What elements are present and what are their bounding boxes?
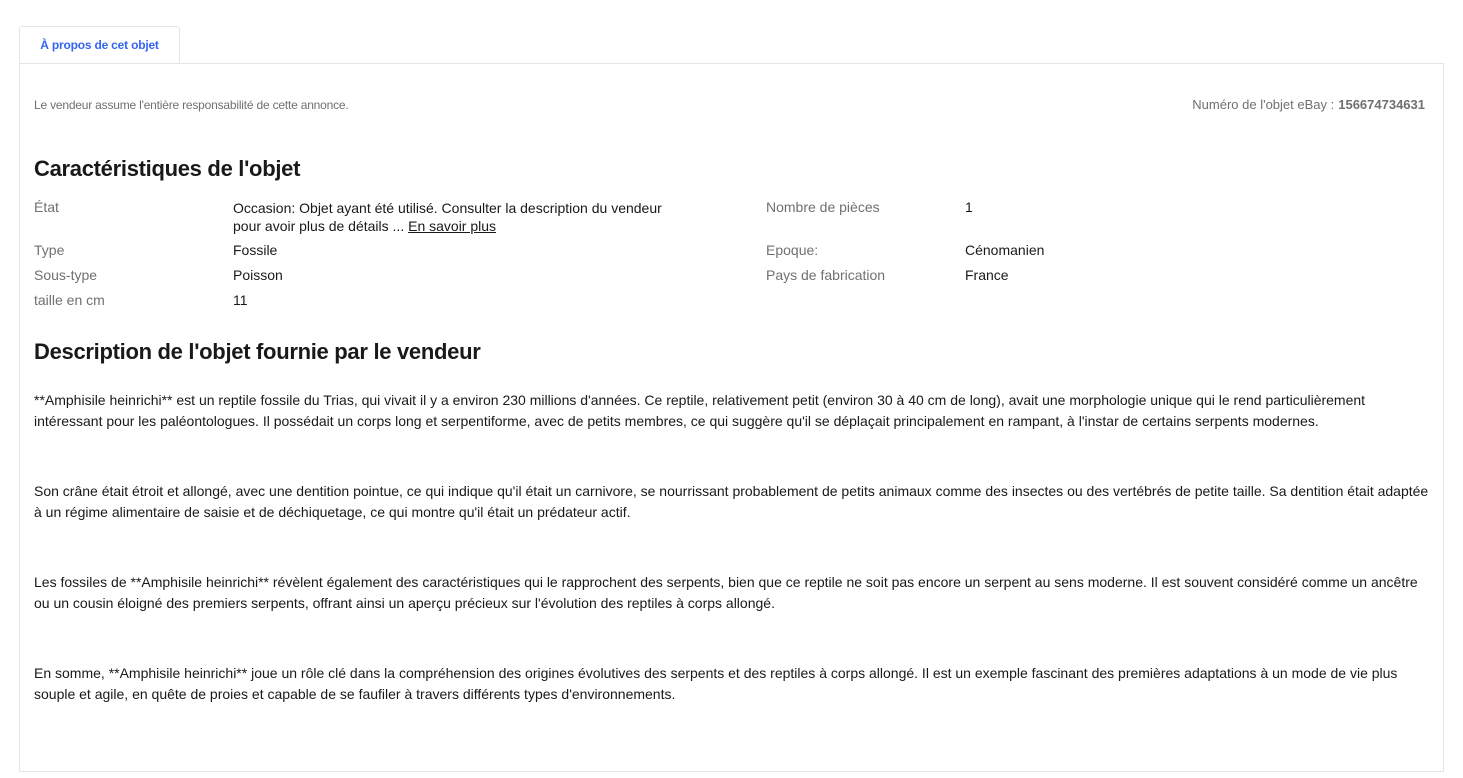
spec-value-type: Fossile — [233, 242, 278, 258]
item-number-label: Numéro de l'objet eBay : — [1192, 97, 1335, 112]
seller-description-title: Description de l'objet fournie par le vendeur — [34, 339, 481, 364]
spec-label-size: taille en cm — [34, 292, 105, 308]
spec-label-epoch: Epoque: — [766, 242, 819, 258]
spec-value-condition — [233, 199, 693, 235]
spec-label-condition: État — [34, 199, 59, 215]
spec-value-pieces: 1 — [965, 199, 973, 215]
item-specifics-title: Caractéristiques de l'objet — [34, 156, 301, 181]
spec-value-subtype: Poisson — [233, 267, 283, 283]
about-item-panel — [19, 63, 1444, 772]
tab-about-item[interactable]: À propos de cet objet — [19, 26, 180, 63]
seller-description — [34, 390, 1429, 754]
condition-text: Occasion: Objet ayant été utilisé. Consulter la description du vendeur pour avoir plus de détails ... — [233, 200, 662, 234]
spec-value-country: France — [965, 267, 1009, 283]
description-paragraph: Les fossiles de **Amphisile heinrichi** révèlent également des caractéristiques qui le rapprochent des serpents, bien que ce reptile ne soit pas encore un serpent au sens moderne. Il est souvent considéré comme un ancêtre ou un cousin éloigné des premiers serpents, offrant ainsi un aperçu précieux sur l'évolution des reptiles à corps allongé. — [34, 574, 1418, 611]
spec-label-type: Type — [34, 242, 65, 258]
item-number-value: 156674734631 — [1338, 97, 1425, 112]
learn-more-link[interactable]: En savoir plus — [408, 218, 497, 234]
spec-label-pieces: Nombre de pièces — [766, 199, 880, 215]
description-paragraph: **Amphisile heinrichi** est un reptile fossile du Trias, qui vivait il y a environ 230 millions d'années. Ce reptile, relativement petit (environ 30 à 40 cm de long), avait une morphologie unique qui le rend particulièrement intéressant pour les paléontologues. Il possédait un corps long et serpentiforme, avec de petits membres, ce qui suggère qu'il se déplaçait principalement en rampant, à l'instar de certains serpents modernes. — [34, 392, 1366, 429]
spec-value-epoch: Cénomanien — [965, 242, 1045, 258]
description-paragraph: En somme, **Amphisile heinrichi** joue un rôle clé dans la compréhension des origines évolutives des serpents et des reptiles à corps allongé. Il est un exemple fascinant des premières adaptations à un mode de vie plus souple et agile, en quête de proies et capable de se faufiler à travers différents types d'environnements. — [34, 665, 1398, 702]
seller-responsibility-notice: Le vendeur assume l'entière responsabilité de cette annonce. — [34, 98, 349, 112]
description-paragraph: Son crâne était étroit et allongé, avec une dentition pointue, ce qui indique qu'il était un carnivore, se nourrissant probablement de petits animaux comme des insectes ou des vertébrés de petite taille. Sa dentition était adaptée à un régime alimentaire de saisie et de déchiquetage, ce qui montre qu'il était un prédateur actif. — [34, 483, 1429, 520]
item-number — [1192, 97, 1425, 112]
spec-value-size: 11 — [233, 292, 248, 308]
spec-label-country: Pays de fabrication — [766, 267, 886, 283]
spec-label-subtype: Sous-type — [34, 267, 98, 283]
